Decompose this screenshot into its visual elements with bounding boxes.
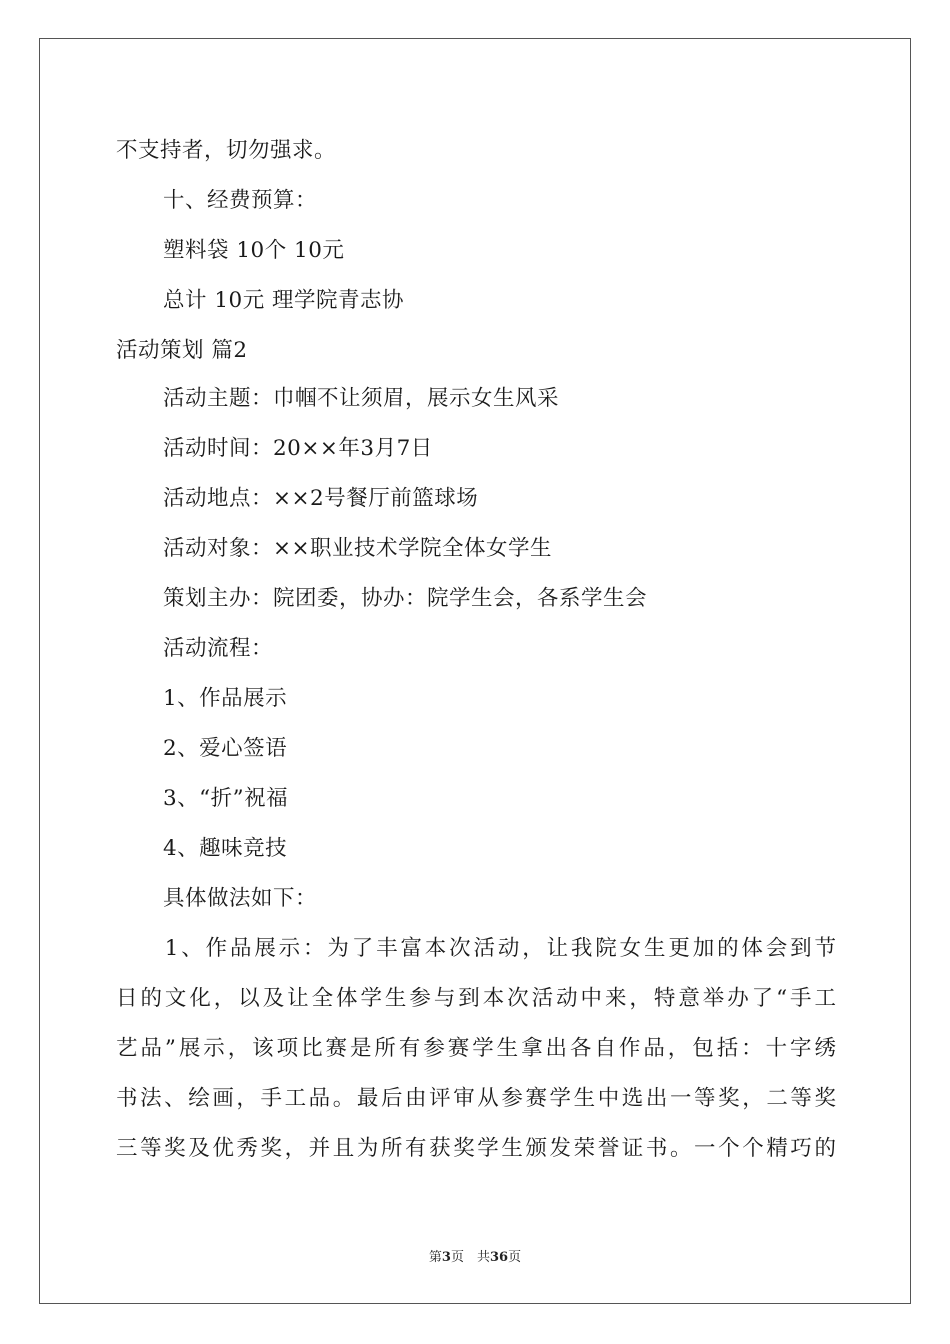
process-heading: 活动流程： xyxy=(163,636,274,661)
footer-mid: 页 共 xyxy=(450,1250,490,1265)
activity-theme: 活动主题：巾帼不让须眉，展示女生风采 xyxy=(163,386,560,411)
total-page-count: 36 xyxy=(489,1250,509,1265)
footer-suffix: 页 xyxy=(508,1250,522,1265)
section-title: 活动策划 篇2 xyxy=(116,338,248,363)
method-heading: 具体做法如下： xyxy=(163,886,318,911)
page-footer xyxy=(0,1246,950,1265)
text-line: 塑料袋 10个 10元 xyxy=(163,238,345,263)
list-item: 3、“折”祝福 xyxy=(163,786,289,811)
list-item: 1、作品展示 xyxy=(163,686,288,711)
text-line: 不支持者，切勿强求。 xyxy=(116,138,337,163)
list-item: 2、爱心签语 xyxy=(163,736,288,761)
list-item: 4、趣味竞技 xyxy=(163,836,288,861)
activity-time: 活动时间：20××年3月7日 xyxy=(163,436,433,461)
activity-location: 活动地点：××2号餐厅前篮球场 xyxy=(163,486,479,511)
current-page-number: 3 xyxy=(441,1250,451,1265)
paragraph-line: 书法、绘画，手工品。最后由评审从参赛学生中选出一等奖，二等奖 xyxy=(116,1086,836,1111)
footer-prefix: 第 xyxy=(428,1250,442,1265)
activity-organizer: 策划主办：院团委，协办：院学生会，各系学生会 xyxy=(163,586,648,611)
body-paragraph xyxy=(116,934,836,1184)
paragraph-line: 1、作品展示：为了丰富本次活动，让我院女生更加的体会到节 xyxy=(116,936,836,961)
paragraph-line: 三等奖及优秀奖，并且为所有获奖学生颁发荣誉证书。一个个精巧的 xyxy=(116,1136,836,1161)
activity-target: 活动对象：××职业技术学院全体女学生 xyxy=(163,536,553,561)
paragraph-line: 艺品”展示，该项比赛是所有参赛学生拿出各自作品，包括：十字绣 xyxy=(116,1036,836,1061)
heading-budget: 十、经费预算： xyxy=(163,188,318,213)
paragraph-line: 日的文化，以及让全体学生参与到本次活动中来，特意举办了“手工 xyxy=(116,986,836,1011)
text-line: 总计 10元 理学院青志协 xyxy=(163,288,405,313)
